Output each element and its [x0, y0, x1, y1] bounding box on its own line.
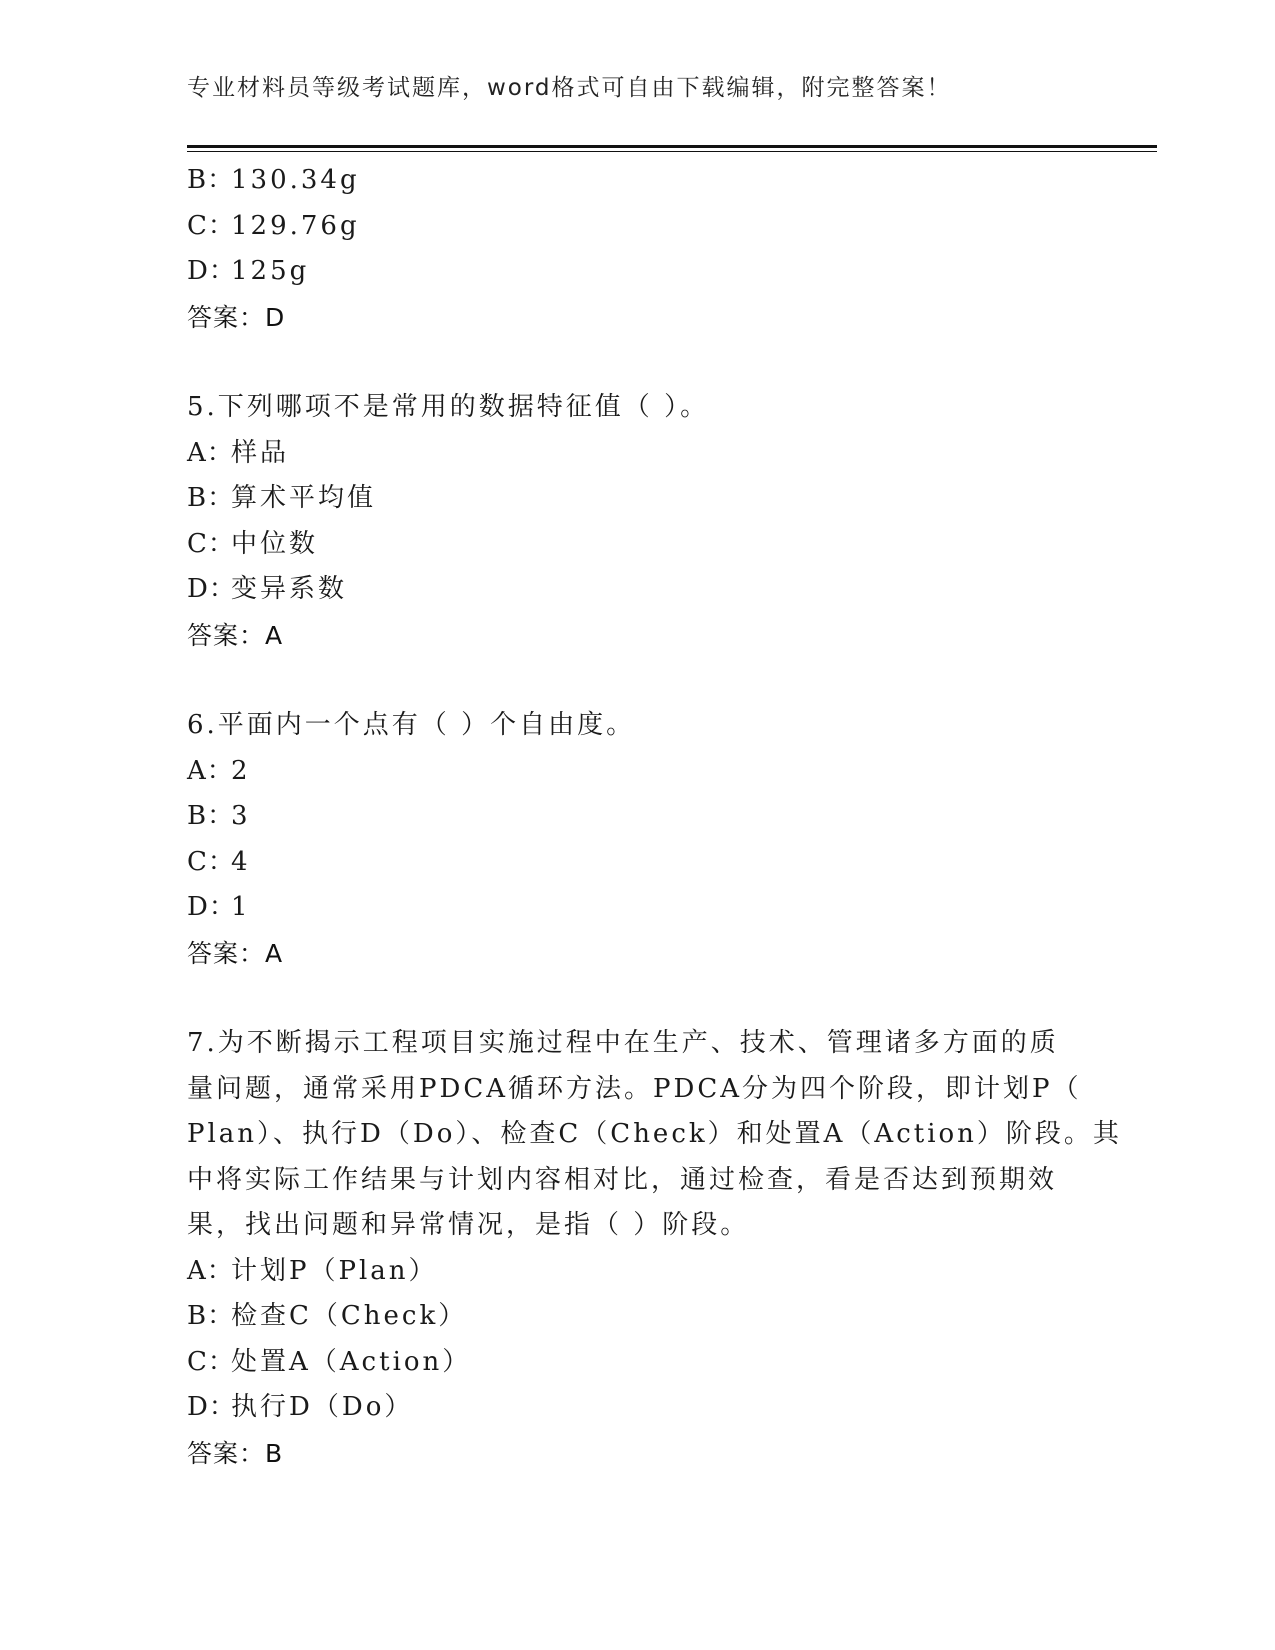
spacer — [187, 976, 1087, 1021]
option-b: B：算术平均值 — [187, 483, 377, 513]
question-stem-line: 果，找出问题和异常情况，是指（ ）阶段。 — [187, 1210, 750, 1240]
question-stem: 6.平面内一个点有（ ）个自由度。 — [187, 710, 636, 740]
spacer — [187, 658, 1087, 703]
option-c: C：4 — [187, 846, 251, 877]
question-list — [187, 158, 1122, 1476]
option-d: D：执行D（Do） — [187, 1392, 414, 1422]
question-4 — [187, 158, 1087, 340]
option-b: B：检查C（Check） — [187, 1301, 468, 1331]
question-stem-line: Plan）、执行D（Do）、检查C（Check）和处置A（Action）阶段。其 — [187, 1119, 1122, 1149]
option-b: B：130.34g — [187, 165, 360, 195]
answer-line: 答案：A — [187, 938, 284, 968]
option-a: A：2 — [187, 755, 251, 786]
option-a: A：样品 — [187, 437, 290, 468]
question-stem-line: 7.为不断揭示工程项目实施过程中在生产、技术、管理诸多方面的质 — [187, 1028, 1059, 1058]
header-rule-thick — [187, 145, 1157, 148]
option-b: B：3 — [187, 801, 251, 831]
question-stem-line: 中将实际工作结果与计划内容相对比，通过检查，看是否达到预期效 — [187, 1164, 1058, 1195]
option-c: C：中位数 — [187, 528, 319, 559]
option-d: D：1 — [187, 892, 251, 922]
spacer — [187, 340, 1087, 385]
question-5 — [187, 385, 1087, 658]
option-d: D：变异系数 — [187, 574, 348, 604]
question-6 — [187, 703, 1087, 976]
question-7 — [187, 1021, 1122, 1476]
header-rule-thin — [187, 151, 1157, 152]
page-header: 专业材料员等级考试题库，word格式可自由下载编辑，附完整答案！ — [187, 75, 952, 101]
option-c: C：129.76g — [187, 210, 360, 241]
option-d: D：125g — [187, 256, 310, 286]
answer-line: 答案：B — [187, 1438, 284, 1468]
question-stem-line: 量问题，通常采用PDCA循环方法。PDCA分为四个阶段，即计划P（ — [187, 1073, 1082, 1104]
answer-line: 答案：D — [187, 302, 286, 332]
option-a: A：计划P（Plan） — [187, 1255, 438, 1286]
question-stem: 5.下列哪项不是常用的数据特征值（ ）。 — [187, 392, 710, 422]
answer-line: 答案：A — [187, 620, 284, 650]
option-c: C：处置A（Action） — [187, 1346, 472, 1377]
